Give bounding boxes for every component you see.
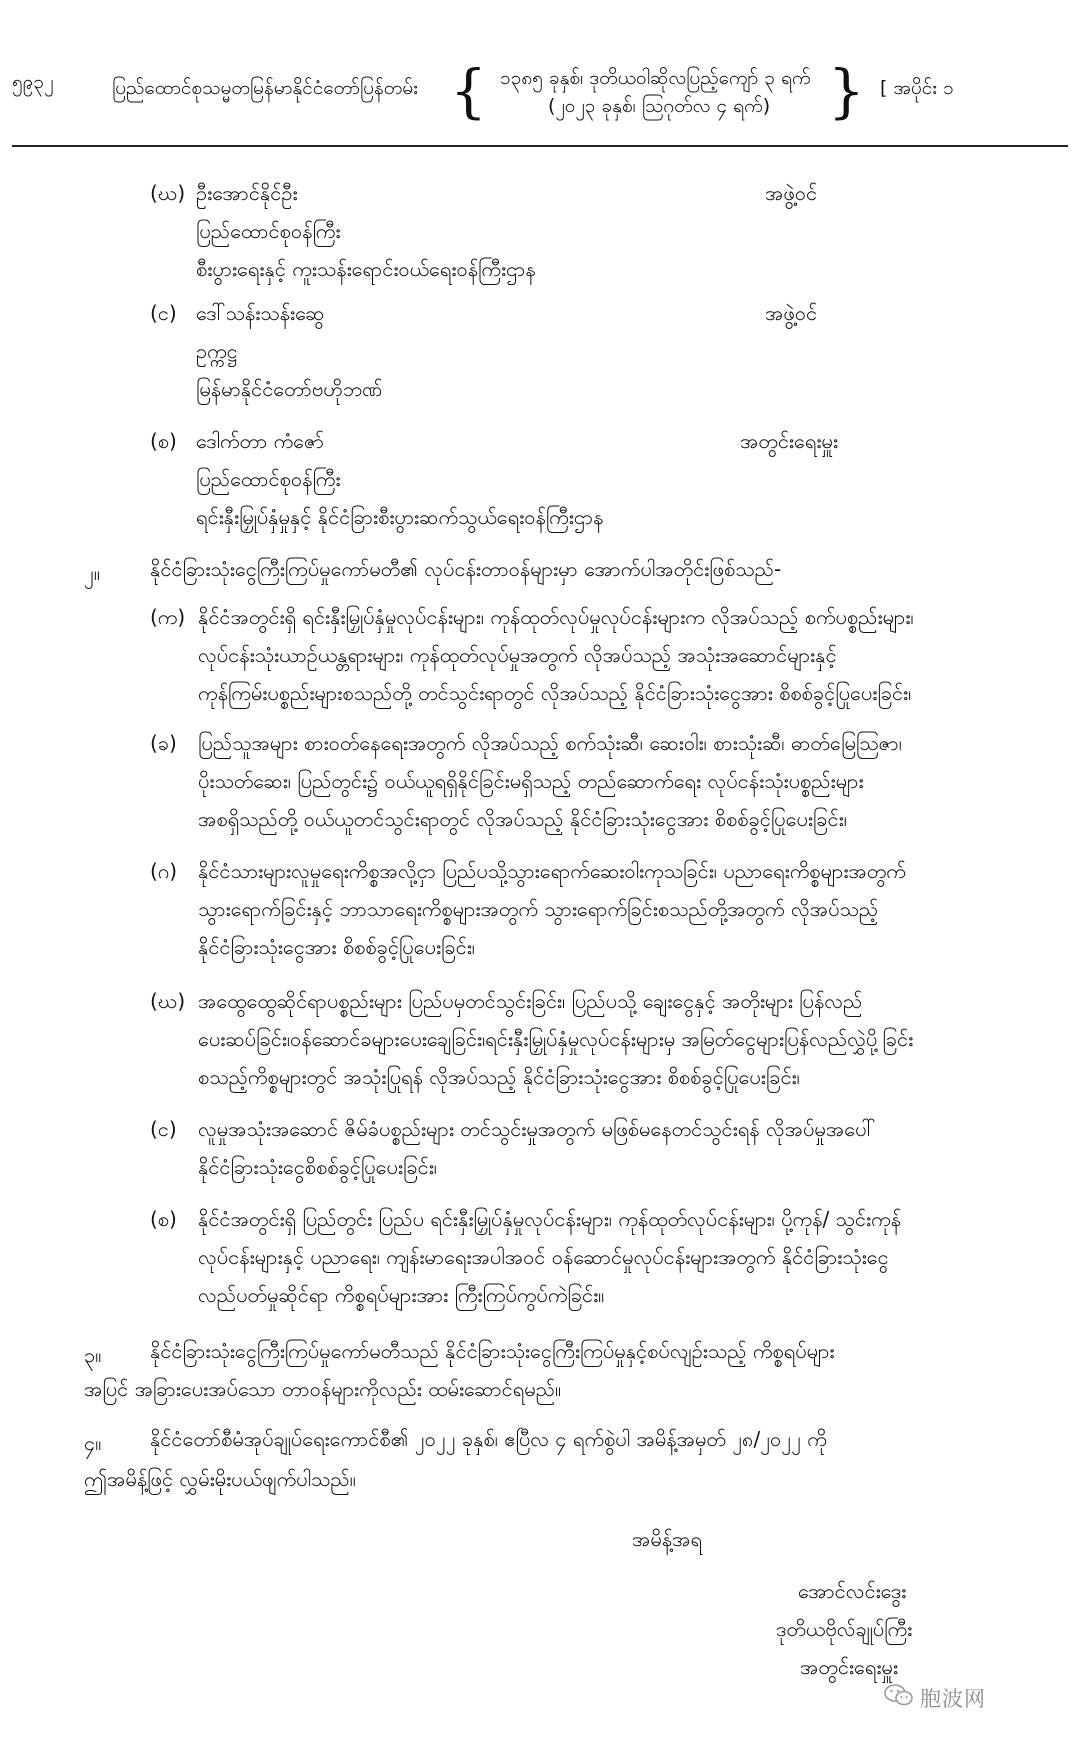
member-line: ပြည်ထောင်စုဝန်ကြီး — [196, 467, 341, 491]
header-rule — [12, 145, 1068, 147]
section-line: နိုင်ငံတော်စီမံအုပ်ချုပ်ရေးကောင်စီ၏ ၂၀၂၂ ခုနှစ်၊ ဧပြီလ ၄ ရက်စွဲပါ အမိန့်အမှတ် ၂၈/၂၀၂၂ ကို — [150, 1427, 827, 1451]
member-line: ရင်းနှီးမြှုပ်နှံမှုနှင့် နိုင်ငံခြားစီးပွားဆက်သွယ်ရေးဝန်ကြီးဌာန — [196, 505, 604, 529]
by-order-text: အမိန့်အရ — [632, 1527, 702, 1551]
item-label: (က) — [150, 605, 186, 629]
member-label: (စ) — [150, 429, 177, 453]
item-line: အထွေထွေဆိုင်ရာပစ္စည်းများ ပြည်ပမှတင်သွင်းခြင်း၊ ပြည်ပသို့ ချေးငွေနှင့် အတိုးများ ပြန်လည် — [198, 989, 863, 1013]
member-line: ပြည်ထောင်စုဝန်ကြီး — [196, 219, 341, 243]
item-line: လူမှုအသုံးအဆောင် ဇိမ်ခံပစ္စည်းများ တင်သွင်းမှုအတွက် မဖြစ်မနေတင်သွင်းရန် လိုအပ်မှုအပေါ် — [198, 1117, 876, 1141]
item-line: နိုင်ငံခြားသုံးငွေအား စိစစ်ခွင့်ပြုပေးခြင်း၊ — [198, 935, 475, 959]
item-line: ပိုးသတ်ဆေး၊ ပြည်တွင်း၌ ဝယ်ယူရရှိနိုင်ခြင်းမရှိသည့် တည်ဆောက်ရေး လုပ်ငန်းသုံးပစ္စည်းများ — [198, 769, 864, 793]
item-line: နိုင်ငံအတွင်းရှိ ပြည်တွင်း ပြည်ပ ရင်းနှီးမြှုပ်နှံမှုလုပ်ငန်းများ၊ ကုန်ထုတ်လုပ်ငန်းများ၊ ပို့ကုန်/ သွင်းကုန် — [198, 1207, 901, 1231]
member-line: စီးပွားရေးနှင့် ကူးသန်းရောင်းဝယ်ရေးဝန်ကြီးဌာန — [196, 257, 536, 281]
section-number: ၂။ — [84, 561, 100, 585]
item-label: (ဂ) — [150, 859, 178, 883]
part-label: [ အပိုင်း ၁ — [880, 77, 954, 99]
member-role: အတွင်းရေးမှူး — [740, 429, 838, 453]
left-brace: { — [450, 57, 487, 125]
item-label: (ဃ) — [150, 989, 186, 1013]
member-line: ဥက္ကဋ္ဌ — [196, 339, 238, 363]
page-number: ၅၉၃၂ — [12, 71, 54, 93]
section-line: နိုင်ငံခြားသုံးငွေကြီးကြပ်မှုကော်မတီသည် နိုင်ငံခြားသုံးငွေကြီးကြပ်မှုနှင့်စပ်လျဉ်းသည့် ကိစ္စရပ်များ — [150, 1339, 835, 1363]
item-line: နိုင်ငံသားများလူမှုရေးကိစ္စအလို့ငှာ ပြည်ပသို့သွားရောက်ဆေးဝါးကုသခြင်း၊ ပညာရေးကိစ္စများအတွက် — [198, 859, 906, 883]
right-brace: } — [828, 57, 865, 125]
item-line: အစရှိသည်တို့ ဝယ်ယူတင်သွင်းရာတွင် လိုအပ်သည့် နိုင်ငံခြားသုံးငွေအား စိစစ်ခွင့်ပြုပေးခြင်း၊ — [198, 807, 847, 831]
signatory-rank: ဒုတိယဗိုလ်ချုပ်ကြီး — [776, 1617, 913, 1641]
member-role: အဖွဲ့ဝင် — [765, 301, 818, 325]
item-line: ကုန်ကြမ်းပစ္စည်းများစသည်တို့ တင်သွင်းရာတွင် လိုအပ်သည့် နိုင်ငံခြားသုံးငွေအား စိစစ်ခွင့်ပြုပေးခြင်း၊ — [198, 681, 912, 705]
member-line: မြန်မာနိုင်ငံတော်ဗဟိုဘဏ် — [196, 377, 383, 401]
date-gregorian: (၂၀၂၃ ခုနှစ်၊ ဩဂုတ်လ ၄ ရက်) — [548, 95, 771, 117]
section-intro: နိုင်ငံခြားသုံးငွေကြီးကြပ်မှုကော်မတီ၏ လုပ်ငန်းတာဝန်များမှာ အောက်ပါအတိုင်းဖြစ်သည်- — [150, 557, 782, 581]
member-role: အဖွဲ့ဝင် — [765, 181, 818, 205]
date-myanmar: ၁၃၈၅ ခုနှစ်၊ ဒုတိယဝါဆိုလပြည့်ကျော် ၃ ရက် — [500, 67, 811, 89]
section-number: ၃။ — [84, 1343, 102, 1367]
signatory-name: အောင်လင်းဒွေး — [798, 1579, 907, 1603]
item-line: သွားရောက်ခြင်းနှင့် ဘာသာရေးကိစ္စများအတွက် သွားရောက်ခြင်းစသည်တို့အတွက် လိုအပ်သည့် — [198, 897, 879, 921]
section-line: အပြင် အခြားပေးအပ်သော တာဝန်များကိုလည်း ထမ်းဆောင်ရမည်။ — [84, 1377, 562, 1401]
member-name: ဒေါ်သန်းသန်းဆွေ — [196, 301, 325, 325]
signatory-title: အတွင်းရေးမှူး — [800, 1655, 898, 1679]
item-line: လုပ်ငန်းသုံးယာဉ်ယန္တရားများ၊ ကုန်ထုတ်လုပ်မှုအတွက် လိုအပ်သည့် အသုံးအဆောင်များနှင့် — [198, 643, 837, 667]
member-label: (ဃ) — [150, 181, 186, 205]
item-label: (ခ) — [150, 731, 177, 755]
item-line: ပေးဆပ်ခြင်း၊ဝန်ဆောင်ခများပေးချေခြင်း၊ရင်းနှီးမြှုပ်နှံမှုလုပ်ငန်းများမှ အမြတ်ငွေများပြန်လည်လွှဲပို့ခြင်း — [198, 1027, 914, 1051]
item-label: (င) — [150, 1117, 177, 1141]
member-label: (င) — [150, 301, 177, 325]
item-label: (စ) — [150, 1207, 177, 1231]
item-line: စသည့်ကိစ္စများတွင် အသုံးပြုရန် လိုအပ်သည့် နိုင်ငံခြားသုံးငွေအား စိစစ်ခွင့်ပြုပေးခြင်း၊ — [198, 1065, 800, 1089]
item-line: ပြည်သူအများ စားဝတ်နေရေးအတွက် လိုအပ်သည့် စက်သုံးဆီ၊ ဆေးဝါး၊ စားသုံးဆီ၊ ဓာတ်မြေဩဇာ၊ — [198, 731, 902, 755]
item-line: လည်ပတ်မှုဆိုင်ရာ ကိစ္စရပ်များအား ကြီးကြပ်ကွပ်ကဲခြင်း။ — [198, 1283, 605, 1307]
item-line: နိုင်ငံခြားသုံးငွေစိစစ်ခွင့်ပြုပေးခြင်း၊ — [198, 1155, 437, 1179]
member-name: ဒေါက်တာ ကံဇော် — [196, 429, 325, 453]
member-name: ဦးအောင်နိုင်ဦး — [196, 181, 298, 205]
wechat-icon — [884, 1683, 914, 1707]
item-line: နိုင်ငံအတွင်းရှိ ရင်းနှီးမြှုပ်နှံမှုလုပ်ငန်းများ၊ ကုန်ထုတ်လုပ်မှုလုပ်ငန်းများက လိုအပ်သည့် စက်ပစ္စည်းများ၊ — [198, 605, 914, 629]
section-line: ဤအမိန့်ဖြင့် လွှမ်းမိုးပယ်ဖျက်ပါသည်။ — [84, 1467, 356, 1491]
watermark-text: 胞波网 — [920, 1687, 986, 1711]
publication-title: ပြည်ထောင်စုသမ္မတမြန်မာနိုင်ငံတော်ပြန်တမ်း — [112, 77, 418, 99]
item-line: လုပ်ငန်းများနှင့် ပညာရေး၊ ကျန်းမာရေးအပါအဝင် ဝန်ဆောင်မှုလုပ်ငန်းများအတွက် နိုင်ငံခြားသုံးငွေ — [198, 1245, 889, 1269]
section-number: ၄။ — [84, 1431, 102, 1455]
